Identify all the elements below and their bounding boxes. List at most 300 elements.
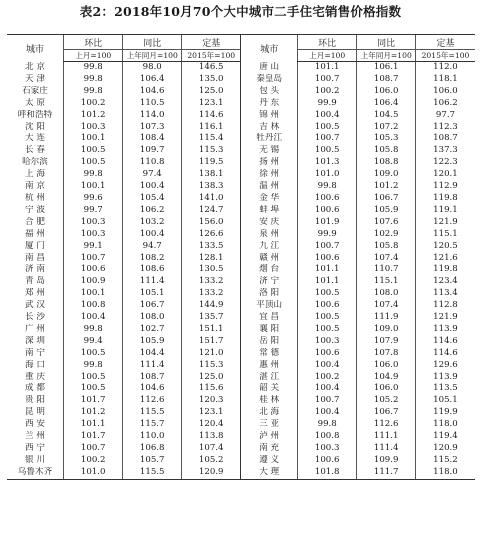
fixed-value-left: 123.1 <box>181 98 241 110</box>
mom-value-left: 100.5 <box>63 157 123 169</box>
mom-value-right: 100.7 <box>297 133 357 145</box>
table-row <box>7 312 475 324</box>
fixed-value-right: 119.8 <box>415 264 475 276</box>
table-row <box>7 205 475 217</box>
fixed-value-right: 105.1 <box>415 395 475 407</box>
fixed-value-left: 120.4 <box>181 419 241 431</box>
mom-value-left: 100.5 <box>63 383 123 395</box>
yoy-value-left: 106.2 <box>123 205 182 217</box>
city-name-right: 北 海 <box>241 407 297 419</box>
city-name-right: 湛 江 <box>241 372 297 384</box>
mom-value-left: 100.4 <box>63 312 123 324</box>
city-name-right: 唐 山 <box>241 62 297 74</box>
fixed-value-left: 151.1 <box>181 324 241 336</box>
yoy-value-right: 107.6 <box>357 217 416 229</box>
fixed-value-left: 133.2 <box>181 288 241 300</box>
city-name-left: 石家庄 <box>22 85 48 96</box>
fixed-value-right: 118.0 <box>415 419 475 431</box>
yoy-value-right: 115.1 <box>357 276 416 288</box>
yoy-value-right: 104.5 <box>357 110 416 122</box>
city-name-right: 无 锡 <box>241 145 297 157</box>
yoy-value-left: 106.7 <box>123 300 182 312</box>
mom-value-right: 100.3 <box>297 443 357 455</box>
fixed-value-left: 113.8 <box>181 431 241 443</box>
city-name-right: 大 理 <box>241 467 297 479</box>
city-name-left: 青 岛 <box>25 276 45 287</box>
yoy-value-right: 106.4 <box>357 98 416 110</box>
city-name-left: 西 安 <box>25 419 45 430</box>
fixed-value-left: 133.2 <box>181 276 241 288</box>
city-name-left: 宁 波 <box>25 204 45 215</box>
table-row <box>7 264 475 276</box>
yoy-value-left: 112.6 <box>123 395 182 407</box>
yoy-value-left: 104.6 <box>123 383 182 395</box>
table-row <box>7 253 475 265</box>
fixed-value-left: 141.0 <box>181 193 241 205</box>
mom-value-right: 100.6 <box>297 300 357 312</box>
city-name-right: 惠 州 <box>241 360 297 372</box>
fixed-value-right: 115.2 <box>415 455 475 467</box>
city-name-right: 秦皇岛 <box>241 74 297 86</box>
yoy-value-left: 94.7 <box>123 241 182 253</box>
mom-value-right: 100.6 <box>297 193 357 205</box>
fixed-value-left: 105.2 <box>181 455 241 467</box>
mom-value-left: 100.3 <box>63 217 123 229</box>
fixed-value-right: 108.7 <box>415 133 475 145</box>
fixed-value-left: 135.7 <box>181 312 241 324</box>
yoy-value-right: 105.3 <box>357 133 416 145</box>
table-row <box>7 360 475 372</box>
city-name-left: 呼和浩特 <box>17 109 53 120</box>
yoy-value-left: 100.4 <box>123 181 182 193</box>
yoy-value-left: 111.4 <box>123 360 182 372</box>
mom-value-right: 100.2 <box>297 86 357 98</box>
fixed-value-left: 133.5 <box>181 241 241 253</box>
header-fixed-left: 定基 <box>181 35 241 50</box>
fixed-value-right: 119.1 <box>415 205 475 217</box>
yoy-value-right: 109.0 <box>357 169 416 181</box>
yoy-value-right: 106.0 <box>357 383 416 395</box>
mom-value-left: 101.7 <box>63 431 123 443</box>
table-row <box>7 110 475 122</box>
table-row <box>7 300 475 312</box>
mom-value-right: 99.8 <box>297 419 357 431</box>
yoy-value-left: 108.6 <box>123 264 182 276</box>
header-yoy-left: 同比 <box>123 35 182 50</box>
yoy-value-left: 108.0 <box>123 312 182 324</box>
yoy-value-left: 106.8 <box>123 443 182 455</box>
fixed-value-left: 138.3 <box>181 181 241 193</box>
yoy-value-right: 106.7 <box>357 193 416 205</box>
yoy-value-left: 110.0 <box>123 431 182 443</box>
city-name-left: 长 沙 <box>25 312 45 323</box>
yoy-value-right: 105.2 <box>357 395 416 407</box>
mom-value-right: 100.8 <box>297 431 357 443</box>
fixed-value-left: 125.0 <box>181 86 241 98</box>
mom-value-right: 100.5 <box>297 145 357 157</box>
table-row <box>7 62 475 74</box>
city-name-left: 重 庆 <box>25 371 45 382</box>
table-row <box>7 145 475 157</box>
city-name-right: 蚌 埠 <box>241 205 297 217</box>
table-row <box>7 74 475 86</box>
yoy-value-right: 101.2 <box>357 181 416 193</box>
mom-value-right: 100.6 <box>297 348 357 360</box>
fixed-value-right: 119.4 <box>415 431 475 443</box>
fixed-value-right: 106.0 <box>415 86 475 98</box>
mom-value-left: 99.8 <box>63 74 123 86</box>
city-name-left: 乌鲁木齐 <box>7 467 63 479</box>
city-name-right: 三 亚 <box>241 419 297 431</box>
city-name-right: 常 德 <box>241 348 297 360</box>
header-city-left: 城市 <box>7 35 63 62</box>
table-row <box>7 276 475 288</box>
mom-value-left: 99.1 <box>63 241 123 253</box>
mom-value-left: 100.7 <box>63 443 123 455</box>
mom-value-left: 100.1 <box>63 288 123 300</box>
yoy-value-right: 111.4 <box>357 443 416 455</box>
mom-value-left: 100.6 <box>63 264 123 276</box>
fixed-value-left: 119.5 <box>181 157 241 169</box>
table-row <box>7 383 475 395</box>
city-name-right: 遵 义 <box>241 455 297 467</box>
yoy-value-right: 107.4 <box>357 300 416 312</box>
fixed-value-right: 113.9 <box>415 324 475 336</box>
city-name-right: 泉 州 <box>241 229 297 241</box>
mom-value-left: 99.8 <box>63 86 123 98</box>
yoy-value-left: 107.3 <box>123 122 182 134</box>
yoy-value-right: 107.4 <box>357 253 416 265</box>
city-name-left: 南 京 <box>25 181 45 192</box>
fixed-value-right: 121.6 <box>415 253 475 265</box>
fixed-value-right: 118.1 <box>415 74 475 86</box>
city-name-right: 丹 东 <box>241 98 297 110</box>
city-name-right: 金 华 <box>241 193 297 205</box>
mom-value-right: 100.5 <box>297 324 357 336</box>
table-row <box>7 372 475 384</box>
mom-value-right: 100.5 <box>297 122 357 134</box>
fixed-value-left: 115.3 <box>181 360 241 372</box>
yoy-value-left: 115.5 <box>123 467 182 479</box>
yoy-value-right: 102.9 <box>357 229 416 241</box>
mom-value-right: 100.7 <box>297 395 357 407</box>
fixed-value-left: 151.7 <box>181 336 241 348</box>
city-name-right: 平顶山 <box>241 300 297 312</box>
yoy-value-left: 100.4 <box>123 229 182 241</box>
yoy-value-left: 115.5 <box>123 407 182 419</box>
city-name-right: 泸 州 <box>241 431 297 443</box>
mom-value-left: 99.6 <box>63 193 123 205</box>
yoy-value-right: 105.9 <box>357 205 416 217</box>
mom-value-right: 100.6 <box>297 253 357 265</box>
header-fixed-right: 定基 <box>415 35 475 50</box>
city-name-right: 桂 林 <box>241 395 297 407</box>
yoy-value-right: 104.9 <box>357 372 416 384</box>
city-name-left: 南 昌 <box>25 252 45 263</box>
header-fixed-sub-left: 2015年=100 <box>181 50 241 62</box>
city-name-right: 岳 阳 <box>241 336 297 348</box>
table-row <box>7 122 475 134</box>
city-name-right: 扬 州 <box>241 157 297 169</box>
fixed-value-left: 115.3 <box>181 145 241 157</box>
mom-value-right: 101.3 <box>297 157 357 169</box>
mom-value-left: 99.7 <box>63 205 123 217</box>
header-mom-sub-left: 上月=100 <box>63 50 123 62</box>
fixed-value-left: 138.1 <box>181 169 241 181</box>
fixed-value-right: 106.2 <box>415 98 475 110</box>
mom-value-left: 100.2 <box>63 98 123 110</box>
city-name-right: 牡丹江 <box>241 133 297 145</box>
city-name-left: 哈尔滨 <box>22 157 48 168</box>
mom-value-right: 100.4 <box>297 360 357 372</box>
fixed-value-right: 113.9 <box>415 372 475 384</box>
yoy-value-right: 110.7 <box>357 264 416 276</box>
city-name-right: 宜 昌 <box>241 312 297 324</box>
fixed-value-right: 119.9 <box>415 407 475 419</box>
table-row <box>7 169 475 181</box>
table-row <box>7 407 475 419</box>
city-name-right: 吉 林 <box>241 122 297 134</box>
fixed-value-right: 114.6 <box>415 348 475 360</box>
city-name-right: 安 庆 <box>241 217 297 229</box>
mom-value-left: 99.8 <box>63 324 123 336</box>
yoy-value-left: 110.5 <box>123 98 182 110</box>
table-row <box>7 348 475 360</box>
fixed-value-left: 125.0 <box>181 372 241 384</box>
mom-value-right: 100.4 <box>297 407 357 419</box>
city-name-left: 太 原 <box>25 97 45 108</box>
mom-value-left: 99.4 <box>63 336 123 348</box>
fixed-value-right: 120.1 <box>415 169 475 181</box>
fixed-value-right: 121.9 <box>415 217 475 229</box>
table-row <box>7 86 475 98</box>
mom-value-left: 100.8 <box>63 300 123 312</box>
city-name-left: 昆 明 <box>25 407 45 418</box>
mom-value-left: 99.8 <box>63 62 123 74</box>
mom-value-right: 100.4 <box>297 110 357 122</box>
table-row <box>7 324 475 336</box>
mom-value-left: 99.8 <box>63 360 123 372</box>
city-name-right: 赣 州 <box>241 253 297 265</box>
mom-value-left: 100.9 <box>63 276 123 288</box>
header-yoy-sub-right: 上年同月=100 <box>357 50 416 62</box>
yoy-value-left: 115.7 <box>123 419 182 431</box>
yoy-value-right: 106.1 <box>357 62 416 74</box>
city-name-right: 锦 州 <box>241 110 297 122</box>
mom-value-right: 101.1 <box>297 264 357 276</box>
mom-value-left: 100.7 <box>63 253 123 265</box>
city-name-left: 西 宁 <box>25 443 45 453</box>
yoy-value-right: 107.2 <box>357 122 416 134</box>
mom-value-right: 99.9 <box>297 229 357 241</box>
fixed-value-left: 146.5 <box>181 62 241 74</box>
fixed-value-right: 120.9 <box>415 443 475 455</box>
city-name-right: 济 宁 <box>241 276 297 288</box>
yoy-value-right: 106.0 <box>357 86 416 98</box>
fixed-value-left: 128.1 <box>181 253 241 265</box>
mom-value-right: 100.5 <box>297 312 357 324</box>
mom-value-right: 100.2 <box>297 372 357 384</box>
fixed-value-right: 120.5 <box>415 241 475 253</box>
yoy-value-left: 103.2 <box>123 217 182 229</box>
table-row <box>7 193 475 205</box>
yoy-value-left: 108.7 <box>123 372 182 384</box>
mom-value-left: 101.2 <box>63 407 123 419</box>
fixed-value-left: 124.7 <box>181 205 241 217</box>
fixed-value-right: 122.3 <box>415 157 475 169</box>
city-name-left: 上 海 <box>25 169 45 180</box>
fixed-value-right: 118.0 <box>415 467 475 479</box>
fixed-value-right: 112.3 <box>415 122 475 134</box>
city-name-right: 九 江 <box>241 241 297 253</box>
yoy-value-right: 107.9 <box>357 336 416 348</box>
fixed-value-left: 144.9 <box>181 300 241 312</box>
fixed-value-right: 113.4 <box>415 288 475 300</box>
table-row <box>7 157 475 169</box>
mom-value-right: 99.9 <box>297 98 357 110</box>
city-name-left: 天 津 <box>25 73 45 84</box>
fixed-value-right: 115.1 <box>415 229 475 241</box>
mom-value-right: 100.6 <box>297 455 357 467</box>
mom-value-right: 100.6 <box>297 205 357 217</box>
header-yoy-right: 同比 <box>357 35 416 50</box>
mom-value-right: 100.5 <box>297 288 357 300</box>
yoy-value-left: 108.4 <box>123 133 182 145</box>
city-name-left: 沈 阳 <box>25 121 45 132</box>
fixed-value-left: 107.4 <box>181 443 241 455</box>
fixed-value-right: 112.8 <box>415 300 475 312</box>
mom-value-right: 100.7 <box>297 241 357 253</box>
mom-value-right: 100.7 <box>297 74 357 86</box>
mom-value-left: 100.5 <box>63 372 123 384</box>
mom-value-right: 100.4 <box>297 383 357 395</box>
city-name-left: 武 汉 <box>25 300 45 311</box>
city-name-left: 成 都 <box>25 383 45 394</box>
mom-value-left: 101.1 <box>63 419 123 431</box>
mom-value-left: 100.5 <box>63 348 123 360</box>
table-row <box>7 133 475 145</box>
yoy-value-left: 106.4 <box>123 74 182 86</box>
yoy-value-right: 106.0 <box>357 360 416 372</box>
fixed-value-right: 123.4 <box>415 276 475 288</box>
city-name-right: 包 头 <box>241 86 297 98</box>
yoy-value-left: 104.4 <box>123 348 182 360</box>
city-name-left: 福 州 <box>25 228 45 239</box>
fixed-value-right: 119.8 <box>415 193 475 205</box>
fixed-value-left: 156.0 <box>181 217 241 229</box>
city-name-left: 深 圳 <box>25 335 45 346</box>
header-yoy-sub-left: 上年同月=100 <box>123 50 182 62</box>
city-name-left: 厦 门 <box>25 240 45 251</box>
city-name-left: 兰 州 <box>25 431 45 442</box>
fixed-value-left: 126.6 <box>181 229 241 241</box>
yoy-value-right: 109.9 <box>357 455 416 467</box>
yoy-value-right: 111.9 <box>357 312 416 324</box>
table-row <box>7 395 475 407</box>
fixed-value-right: 129.6 <box>415 360 475 372</box>
city-name-left: 大 连 <box>25 133 45 144</box>
fixed-value-left: 120.3 <box>181 395 241 407</box>
table-row <box>7 217 475 229</box>
fixed-value-left: 115.4 <box>181 133 241 145</box>
yoy-value-left: 97.4 <box>123 169 182 181</box>
city-name-right: 徐 州 <box>241 169 297 181</box>
city-name-left: 南 宁 <box>25 347 45 358</box>
fixed-value-left: 115.6 <box>181 383 241 395</box>
city-name-left: 济 南 <box>25 264 45 275</box>
fixed-value-left: 130.5 <box>181 264 241 276</box>
fixed-value-right: 112.0 <box>415 62 475 74</box>
table-row <box>7 229 475 241</box>
yoy-value-right: 108.8 <box>357 157 416 169</box>
table-row <box>7 241 475 253</box>
mom-value-right: 101.1 <box>297 276 357 288</box>
yoy-value-left: 108.2 <box>123 253 182 265</box>
yoy-value-right: 105.8 <box>357 241 416 253</box>
fixed-value-left: 120.9 <box>181 467 241 479</box>
yoy-value-right: 112.6 <box>357 419 416 431</box>
yoy-value-left: 114.0 <box>123 110 182 122</box>
mom-value-left: 100.5 <box>63 145 123 157</box>
city-name-left: 银 川 <box>25 454 45 465</box>
fixed-value-right: 113.5 <box>415 383 475 395</box>
city-name-right: 襄 阳 <box>241 324 297 336</box>
city-name-left: 广 州 <box>25 323 45 334</box>
fixed-value-left: 123.1 <box>181 407 241 419</box>
city-name-right: 洛 阳 <box>241 288 297 300</box>
yoy-value-left: 105.9 <box>123 336 182 348</box>
table-row <box>7 288 475 300</box>
fixed-value-right: 97.7 <box>415 110 475 122</box>
mom-value-left: 100.1 <box>63 133 123 145</box>
yoy-value-right: 109.0 <box>357 324 416 336</box>
table-row <box>7 431 475 443</box>
city-name-left: 合 肥 <box>25 216 45 227</box>
mom-value-right: 101.8 <box>297 467 357 479</box>
mom-value-left: 101.2 <box>63 110 123 122</box>
yoy-value-right: 111.1 <box>357 431 416 443</box>
fixed-value-right: 112.9 <box>415 181 475 193</box>
city-name-left: 郑 州 <box>25 288 45 299</box>
yoy-value-right: 107.8 <box>357 348 416 360</box>
yoy-value-left: 111.4 <box>123 276 182 288</box>
table-body <box>7 62 475 480</box>
header-mom-sub-right: 上月=100 <box>297 50 357 62</box>
fixed-value-left: 114.6 <box>181 110 241 122</box>
yoy-value-left: 105.1 <box>123 288 182 300</box>
mom-value-left: 100.3 <box>63 122 123 134</box>
header-fixed-sub-right: 2015年=100 <box>415 50 475 62</box>
yoy-value-left: 105.4 <box>123 193 182 205</box>
table-row <box>7 98 475 110</box>
city-name-right: 温 州 <box>241 181 297 193</box>
city-name-left: 长 春 <box>25 145 45 156</box>
mom-value-left: 101.7 <box>63 395 123 407</box>
fixed-value-left: 116.1 <box>181 122 241 134</box>
yoy-value-left: 98.0 <box>123 62 182 74</box>
mom-value-left: 101.0 <box>63 467 123 479</box>
yoy-value-right: 108.7 <box>357 74 416 86</box>
mom-value-left: 100.1 <box>63 181 123 193</box>
header-mom-right: 环比 <box>297 35 357 50</box>
yoy-value-right: 111.7 <box>357 467 416 479</box>
table-row <box>7 443 475 455</box>
fixed-value-left: 135.0 <box>181 74 241 86</box>
price-index-table <box>7 34 475 480</box>
yoy-value-right: 105.8 <box>357 145 416 157</box>
header-mom-left: 环比 <box>63 35 123 50</box>
mom-value-left: 100.3 <box>63 229 123 241</box>
